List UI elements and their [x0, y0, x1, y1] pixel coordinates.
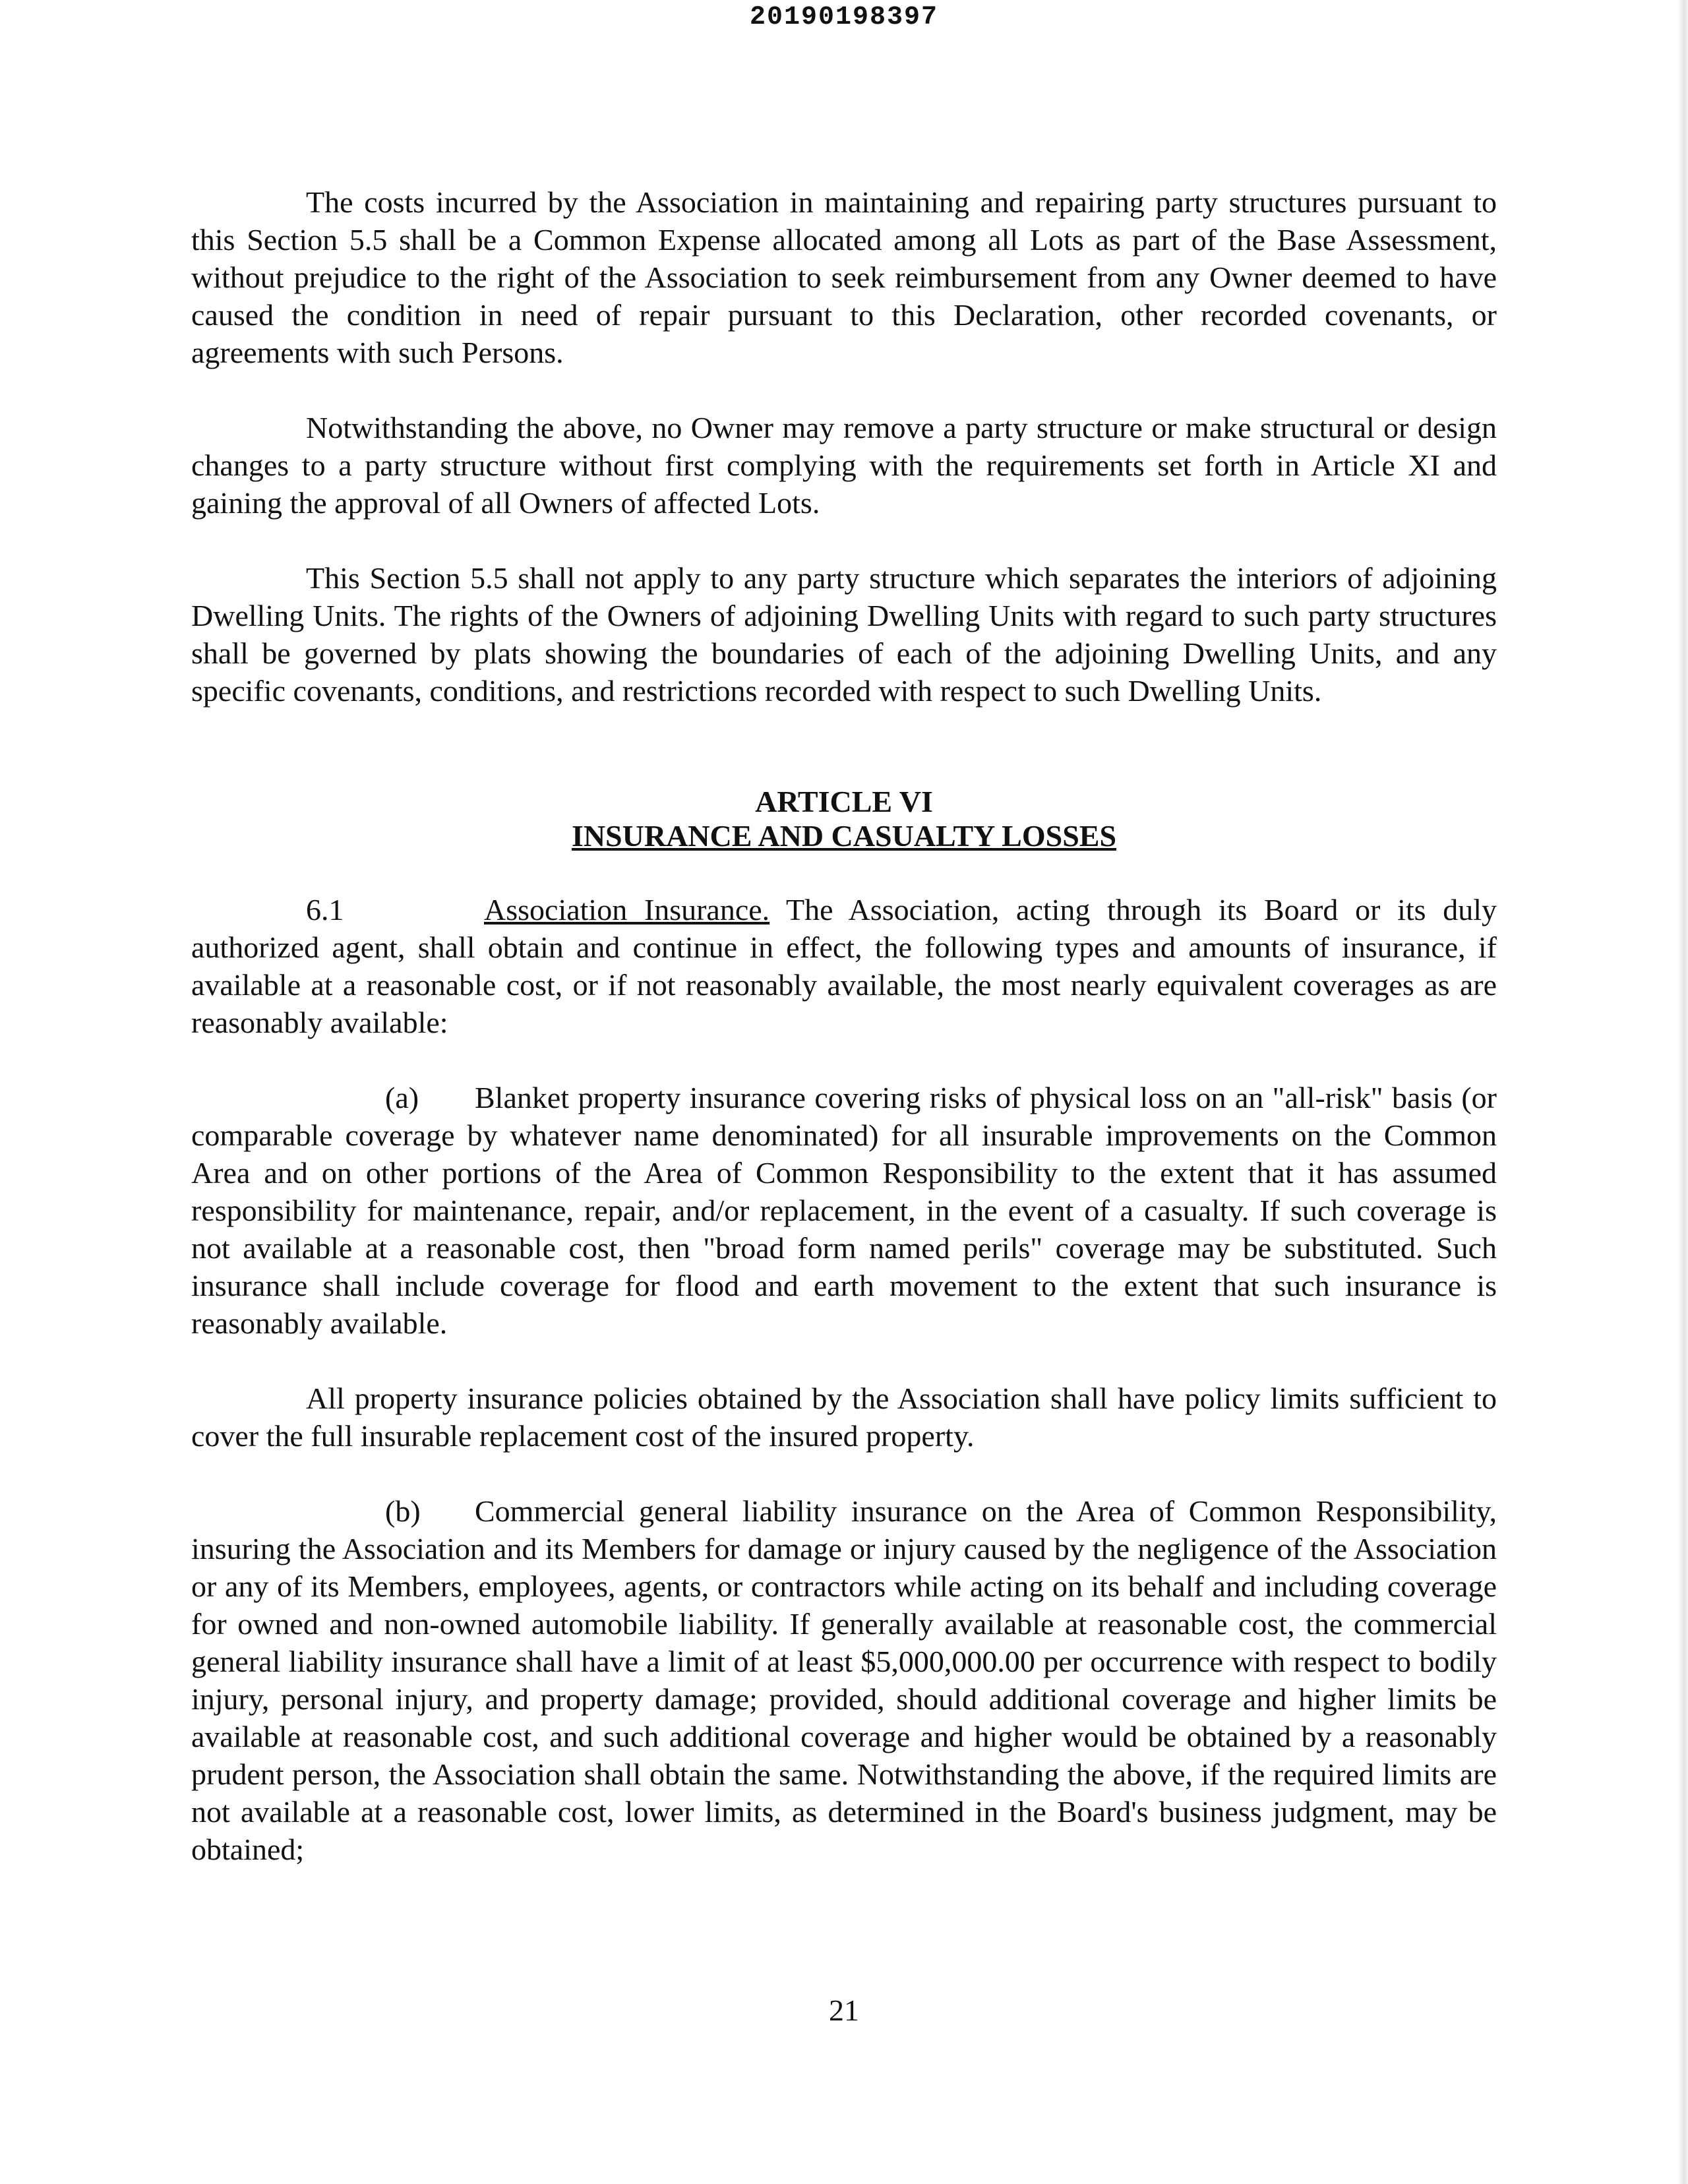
section-6-1	[191, 891, 1497, 1041]
document-number: 20190198397	[749, 3, 939, 32]
paragraph-section-applicability: This Section 5.5 shall not apply to any party structure which separates the interiors of adjoining Dwelling Units. The rights of the Owners of adjoining Dwelling Units with regard to such party structures shall be governed by plats showing the boundaries of each of the adjoining Dwelling Units, and any specific covenants, conditions, and restrictions recorded with respect to such Dwelling Units.	[191, 561, 1497, 708]
scan-edge	[1677, 0, 1688, 2184]
page-number: 21	[829, 1993, 859, 2027]
item-a-label: (a)	[385, 1081, 419, 1114]
article-title: INSURANCE AND CASUALTY LOSSES	[571, 819, 1117, 853]
article-heading-block	[191, 785, 1497, 853]
section-text: The Association, acting through its Board or its duly authorized agent, shall obtain and continue in effect, the following types and amounts of insurance, if available at a reasonable cost, or if not reasonably available, the most nearly equivalent coverages as are reasonably available:	[191, 893, 1497, 1039]
article-number: ARTICLE VI	[755, 785, 933, 818]
item-b-label: (b)	[385, 1494, 421, 1528]
section-caption: Association Insurance.	[484, 893, 770, 926]
paragraph-party-structure-removal: Notwithstanding the above, no Owner may remove a party structure or make structural or design changes to a party structure without first complying with the requirements set forth in Article XI and gaining the approval of all Owners of affected Lots.	[191, 411, 1497, 520]
item-b-text: Commercial general liability insurance on the Area of Common Responsibility, insuring the Association and its Members for damage or injury caused by the negligence of the Association or any of its Members, employees, agents, or contractors while acting on its behalf and including coverage for owned and non-owned automobile liability. If generally available at reasonable cost, the commercial general liability insurance shall have a limit of at least $5,000,000.00 per occurrence with respect to bodily injury, personal injury, and property damage; provided, should additional coverage and higher limits be available at reasonable cost, and such additional coverage and higher would be obtained by a reasonably prudent person, the Association shall obtain the same. Notwithstanding the above, if the required limits are not available at a reasonable cost, lower limits, as determined in the Board's business judgment, may be obtained;	[191, 1494, 1497, 1866]
item-a	[191, 1079, 1497, 1342]
section-number: 6.1	[306, 893, 344, 926]
item-a-text: Blanket property insurance covering risks of physical loss on an "all-risk" basis (or comparable coverage by whatever name denominated) for all insurable improvements on the Common Area and on other portions of the Area of Common Responsibility to the extent that it has assumed responsibility for maintenance, repair, and/or replacement, in the event of a casualty. If such coverage is not available at a reasonable cost, then "broad form named perils" coverage may be substituted. Such insurance shall include coverage for flood and earth movement to the extent that such insurance is reasonably available.	[191, 1081, 1497, 1340]
paragraph-policy-limits: All property insurance policies obtained by the Association shall have policy limits sufficient to cover the full insurable replacement cost of the insured property.	[191, 1381, 1497, 1453]
paragraph-party-structure-costs: The costs incurred by the Association in maintaining and repairing party structures pursuant to this Section 5.5 shall be a Common Expense allocated among all Lots as part of the Base Assessment, without prejudice to the right of the Association to seek reimbursement from any Owner deemed to have caused the condition in need of repair pursuant to this Declaration, other recorded covenants, or agreements with such Persons.	[191, 185, 1497, 369]
item-b	[191, 1492, 1497, 1868]
document-body	[191, 183, 1497, 1868]
